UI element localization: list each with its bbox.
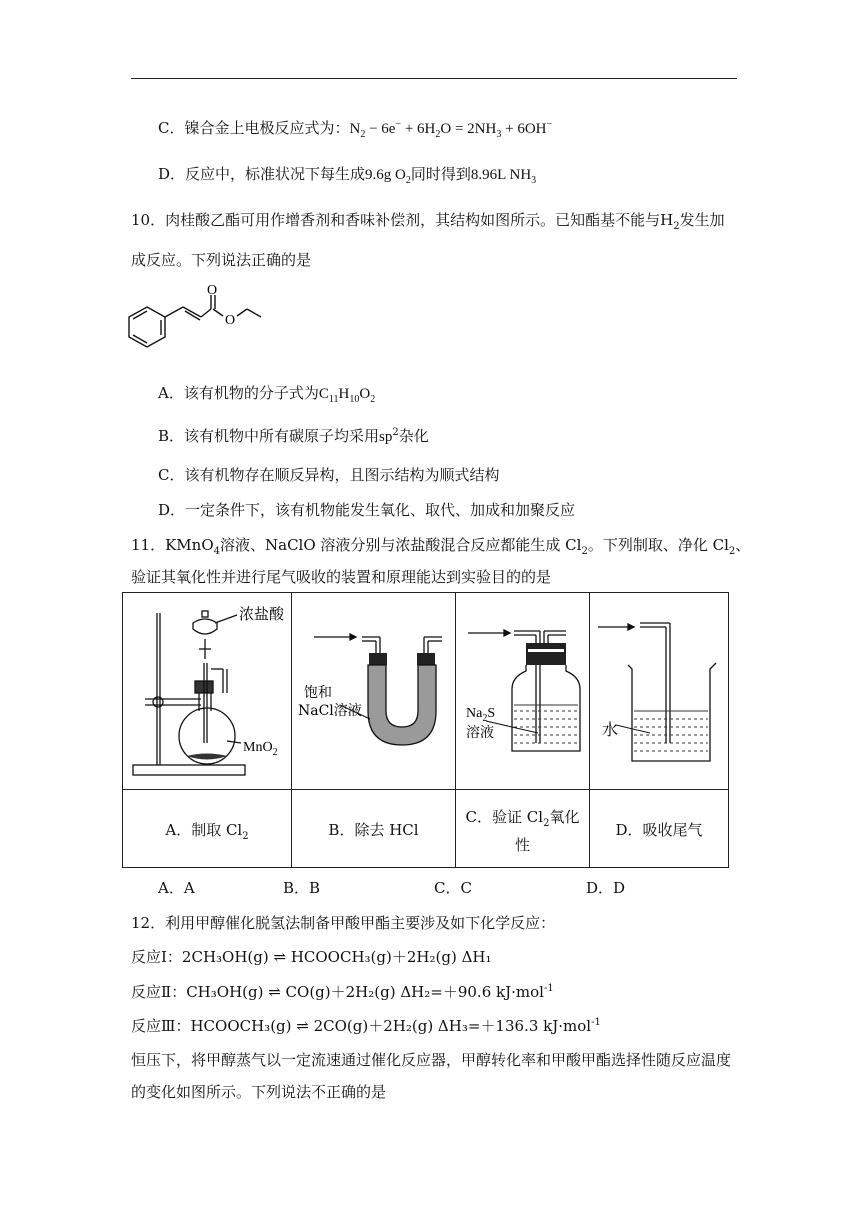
q10-stem-line1: 10．肉桂酸乙酯可用作增香剂和香味补偿剂，其结构如图所示。已知酯基不能与$H_2$发生加 — [131, 211, 725, 232]
caption-a: A．制取 $Cl_2$ — [165, 821, 249, 842]
q11-option-c: C．C — [434, 879, 472, 897]
caption-d: D．吸收尾气 — [615, 821, 703, 839]
apparatus-d-water-beaker — [590, 593, 728, 789]
q10-option-c: C．该有机物存在顺反异构，且图示结构为顺式结构 — [158, 466, 500, 484]
apparatus-a-chlorine-generator — [123, 593, 291, 789]
q9-option-d: D．反应中，标准状况下每生成9.6g $O_2$同时得到8.96L $NH_3$ — [158, 165, 537, 186]
q12-reaction-2: 反应Ⅱ：CH₃OH(g) ⇌ CO(g)＋2H₂(g) ΔH₂=＋90.6 kJ·mol$^{-1}$ — [131, 983, 554, 1001]
label-na2s: $Na_2S$ — [466, 706, 496, 724]
label-nacl-solution: NaCl溶液 — [298, 703, 362, 719]
carbonyl-oxygen: O — [207, 283, 218, 298]
q10-stem-line2: 成反应。下列说法正确的是 — [131, 251, 312, 269]
label-water: 水 — [602, 720, 619, 739]
top-rule — [131, 78, 737, 79]
q12-reaction-3: 反应Ⅲ：HCOOCH₃(g) ⇌ 2CO(g)＋2H₂(g) ΔH₃=＋136.3 kJ·mol$^{-1}$ — [131, 1017, 601, 1035]
q11-option-a: A．A — [158, 879, 195, 897]
apparatus-c-na2s-bottle — [456, 593, 589, 789]
q11-option-b: B．B — [283, 879, 321, 897]
caption-c: C．验证 $Cl_2$氧化 性 — [465, 808, 580, 854]
q10-option-b: B．该有机物中所有碳原子均采用$sp^2$杂化 — [158, 427, 429, 445]
apparatus-table — [122, 592, 729, 868]
q12-stem: 12．利用甲醇催化脱氢法制备甲酸甲酯主要涉及如下化学反应： — [131, 914, 556, 932]
q12-paragraph-line1: 恒压下，将甲醇蒸气以一定流速通过催化反应器，甲醇转化率和甲酸甲酯选择性随反应温度 — [131, 1051, 732, 1069]
label-solution: 溶液 — [466, 725, 494, 741]
q11-option-d: D．D — [586, 879, 626, 897]
label-saturated: 饱和 — [304, 685, 332, 701]
apparatus-b-u-tube — [292, 593, 455, 789]
q9-option-c: C．镍合金上电极反应式为：$N_2 - 6e^- + 6H_2O = 2NH_3 + 6OH^-$ — [158, 119, 553, 140]
q12-reaction-1: 反应Ⅰ：2CH₃OH(g) ⇌ HCOOCH₃(g)＋2H₂(g) ΔH₁ — [131, 948, 492, 966]
q10-option-a: A．该有机物的分子式为$C_{11}H_{10}O_2$ — [158, 384, 376, 405]
caption-b: B．除去 HCl — [328, 821, 419, 839]
q10-option-d: D．一定条件下，该有机物能发生氧化、取代、加成和加聚反应 — [158, 501, 576, 519]
label-mno2: MnO$_2$ — [243, 740, 278, 758]
ethyl-cinnamate-structure — [125, 280, 265, 360]
q12-paragraph-line2: 的变化如图所示。下列说法不正确的是 — [131, 1083, 387, 1101]
q11-stem-line2: 验证其氧化性并进行尾气吸收的装置和原理能达到实验目的的是 — [131, 568, 552, 586]
q11-stem-line1: 11．KMnO$_4$溶液、NaClO 溶液分别与浓盐酸混合反应都能生成 $Cl_2$。下列制取、净化 $Cl_2$、 — [131, 536, 751, 557]
ester-oxygen: O — [225, 313, 236, 328]
label-conc-hcl: 浓盐酸 — [239, 605, 285, 623]
